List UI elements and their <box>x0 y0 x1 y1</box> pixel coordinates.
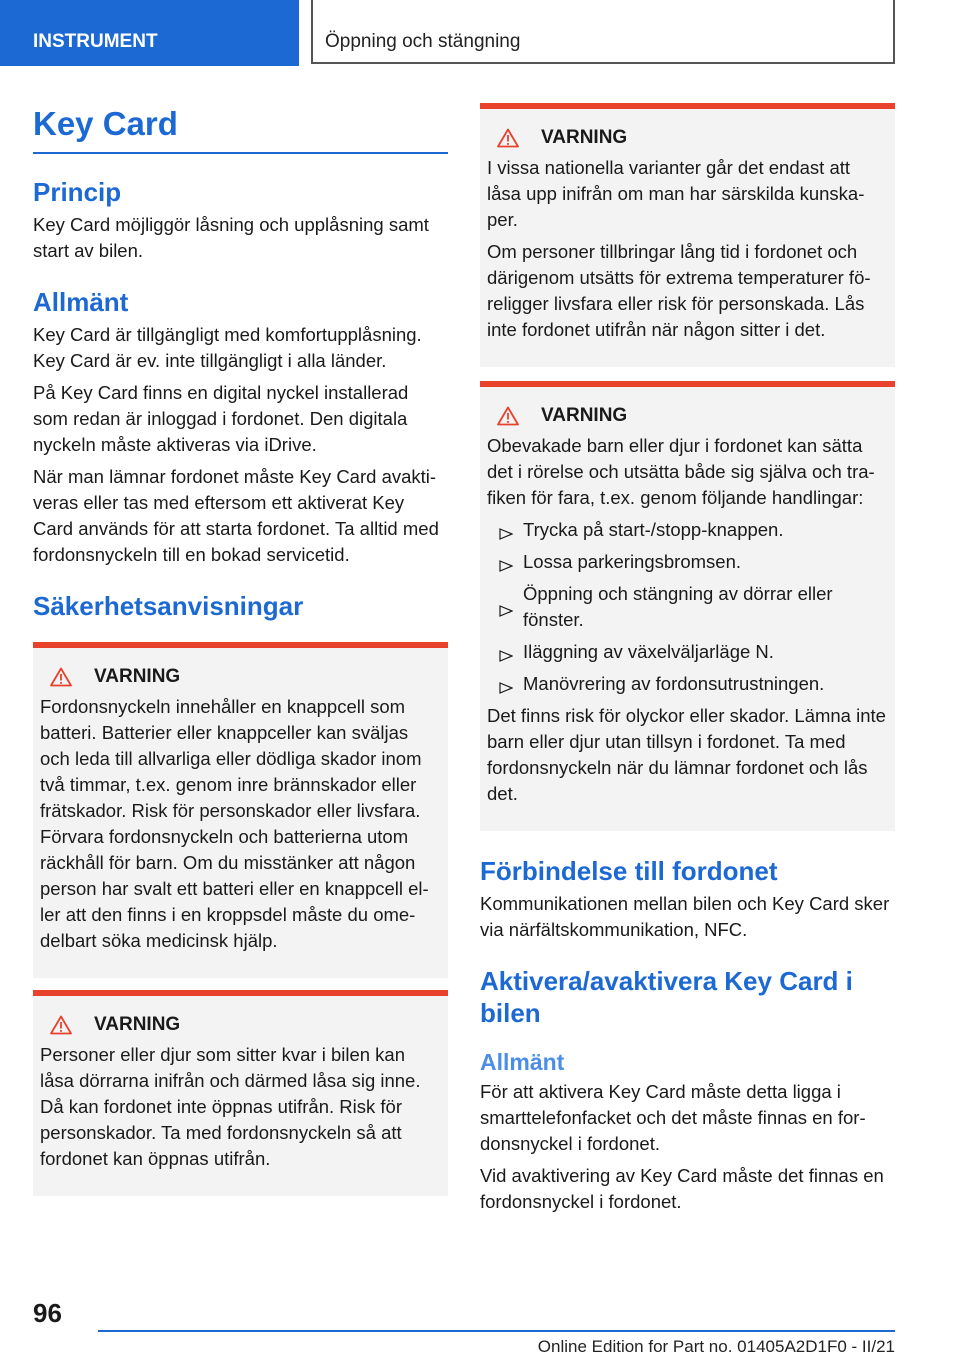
list-item-text: Manövrering av fordonsutrustningen. <box>523 673 825 694</box>
action-list <box>487 517 887 697</box>
aktivera-paragraph: För att aktivera Key Card måste detta ligga i smarttelefonfacket och det måste finnas en for-donsnyckel i fordonet. <box>480 1081 866 1154</box>
warning-triangle-icon <box>50 1015 72 1035</box>
header-section-label: INSTRUMENT <box>33 31 158 52</box>
warning-box <box>33 642 448 978</box>
footer-edition: Online Edition for Part no. 01405A2D1F0 - II/21 <box>537 1337 895 1356</box>
warning-header <box>40 664 440 690</box>
warning-text: Om personer tillbringar lång tid i fordonet och därigenom utsätts för extrema temperaturer fö-religger livsfara eller risk för personskada. Lås inte fordonet utifrån när någon sitter i det. <box>487 241 871 340</box>
triangle-bullet-icon <box>499 671 513 697</box>
warning-title: VARNING <box>94 666 181 687</box>
warning-text: Det finns risk för olyckor eller skador. Lämna inte barn eller djur utan tillsyn i fordonet. Ta med fordonsnyckeln när du lämnar fordonet och lås det. <box>487 705 886 804</box>
warning-title: VARNING <box>94 1014 181 1035</box>
warning-box <box>480 381 895 831</box>
warning-header <box>40 1012 440 1038</box>
warning-text: Fordonsnyckeln innehåller en knappcell som batteri. Batterier eller knappceller kan sväljas och leda till allvarliga eller dödliga skador inom två timmar, t.ex. genom inre brännskador eller frätskador. Risk för personskador eller livsfara. Förvara fordonsnyckeln och batterierna utom räckhåll för barn. Om du misstänker att någon person har svalt ett batteri eller en knappcell el-ler att den finns i en kroppsdel måste du ome-delbart söka medicinsk hjälp. <box>40 696 429 951</box>
warning-triangle-icon <box>497 406 519 426</box>
list-item <box>487 517 887 543</box>
list-item-text: Lossa parkeringsbromsen. <box>523 551 741 572</box>
list-item-text: Öppning och stängning av dörrar eller fönster. <box>523 583 833 630</box>
heading-aktivera: Aktivera/avaktivera Key Card i bilen <box>480 966 853 1028</box>
allmant-paragraph: När man lämnar fordonet måste Key Card avakti-veras eller tas med eftersom ett aktiverat Key Card används för att starta fordonet. Ta alltid med fordonsnyckeln till en bokad servicetid. <box>33 466 439 565</box>
list-item-text: Trycka på start-/stopp-knappen. <box>523 519 784 540</box>
triangle-bullet-icon <box>499 639 513 665</box>
left-column <box>33 100 448 1196</box>
warning-text: Obevakade barn eller djur i fordonet kan sätta det i rörelse och utsätta både sig själva och tra-fiken för fara, t.ex. genom följande handlingar: <box>487 435 875 508</box>
warning-header <box>487 403 887 429</box>
warning-header <box>487 125 887 151</box>
princip-paragraph: Key Card möjliggör låsning och upplåsning samt start av bilen. <box>33 214 429 261</box>
warning-text: Personer eller djur som sitter kvar i bilen kan låsa dörrarna inifrån och därmed låsa sig inne. Då kan fordonet inte öppnas utifrån. Risk för personskador. Ta med fordonsnyckeln så att fordonet kan öppnas utifrån. <box>40 1044 421 1169</box>
right-column <box>480 103 895 1221</box>
triangle-bullet-icon <box>499 517 513 543</box>
triangle-bullet-icon <box>499 581 513 633</box>
warning-box <box>480 103 895 367</box>
allmant-paragraph: På Key Card finns en digital nyckel installerad som redan är inloggad i fordonet. Den digitala nyckeln måste aktiveras via iDrive. <box>33 382 409 455</box>
warning-title: VARNING <box>541 405 628 426</box>
list-item-text: Iläggning av växelväljarläge N. <box>523 641 774 662</box>
heading-princip: Princip <box>33 177 122 207</box>
header-section-tab <box>0 0 299 66</box>
forbindelse-paragraph: Kommunikationen mellan bilen och Key Card sker via närfältskommunikation, NFC. <box>480 893 890 940</box>
page-number: 96 <box>33 1298 62 1328</box>
list-item <box>487 549 887 575</box>
aktivera-paragraph: Vid avaktivering av Key Card måste det finnas en fordonsnyckel i fordonet. <box>480 1165 884 1212</box>
subheading-allmant: Allmänt <box>480 1049 565 1075</box>
warning-box <box>33 990 448 1196</box>
list-item <box>487 639 887 665</box>
warning-text: I vissa nationella varianter går det endast att låsa upp inifrån om man har särskilda kunska-per. <box>487 157 865 230</box>
triangle-bullet-icon <box>499 549 513 575</box>
warning-triangle-icon <box>497 128 519 148</box>
page-title: Key Card <box>33 100 448 154</box>
warning-triangle-icon <box>50 667 72 687</box>
list-item <box>487 671 887 697</box>
list-item <box>487 581 887 633</box>
header-chapter-label: Öppning och stängning <box>325 31 521 52</box>
warning-title: VARNING <box>541 127 628 148</box>
heading-allmant: Allmänt <box>33 287 129 317</box>
allmant-paragraph: Key Card är tillgängligt med komfortupplåsning. Key Card är ev. inte tillgängligt i alla länder. <box>33 324 422 371</box>
heading-sakerhet: Säkerhetsanvisningar <box>33 591 304 621</box>
heading-forbindelse: Förbindelse till fordonet <box>480 856 778 886</box>
header-chapter-tab <box>311 0 895 64</box>
